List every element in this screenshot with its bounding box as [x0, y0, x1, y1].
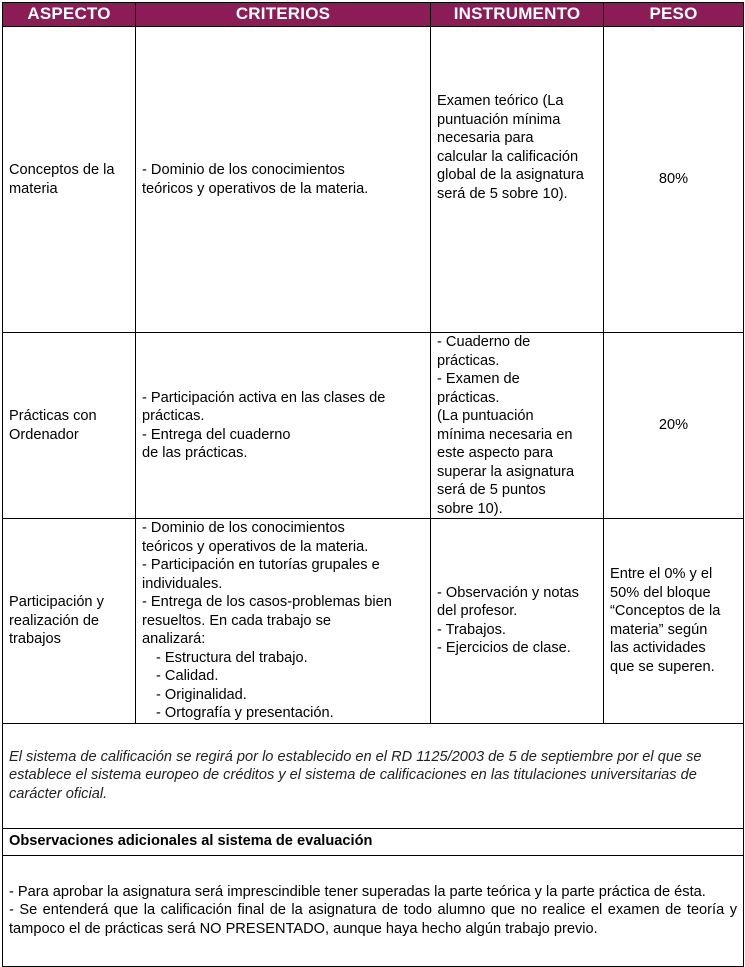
text-line: que se superen.	[610, 658, 715, 675]
note-row	[3, 723, 744, 828]
text-line: - Cuaderno de	[437, 334, 531, 350]
text-line: Entre el 0% y el	[610, 566, 713, 583]
cell-peso	[604, 27, 744, 333]
text-line: - Examen de	[437, 371, 520, 387]
observations-title-row	[3, 828, 744, 855]
cell-instrumento	[431, 519, 604, 724]
text-line: prácticas.	[437, 352, 500, 369]
text-line: teóricos y operativos de la materia.	[142, 538, 369, 555]
text-line: mínima necesaria en	[437, 426, 573, 443]
text-line: “Conceptos de la	[610, 603, 721, 620]
observation-paragraph: - Se entenderá que la calificación final de la asignatura de todo alumno que no realice el examen de teoría y tampoco el de prácticas será NO PRESENTADO, aunque haya hecho algún trabajo previo.	[9, 902, 737, 937]
cell-criterios	[136, 519, 431, 724]
table-row	[3, 333, 744, 519]
text-line: este aspecto para	[437, 445, 554, 461]
text-line: Ordenador	[9, 426, 79, 443]
table-row	[3, 519, 744, 724]
text-line: - Ortografía y presentación.	[156, 705, 334, 721]
cell-peso	[604, 333, 744, 519]
text-line: necesaria para	[437, 130, 534, 146]
cell-aspecto	[3, 27, 136, 333]
text-line: 80%	[658, 171, 689, 188]
text-line: teóricos y operativos de la materia.	[142, 180, 369, 197]
text-line: prácticas.	[437, 389, 500, 406]
text-line: - Participación en tutorías grupales e	[142, 557, 380, 573]
text-line: - Ejercicios de clase.	[437, 640, 571, 657]
text-line: analizará:	[142, 631, 206, 647]
cell-aspecto	[3, 519, 136, 724]
text-line: prácticas.	[142, 408, 205, 424]
cell-peso	[604, 519, 744, 724]
text-line: - Originalidad.	[156, 686, 247, 703]
text-line: - Dominio de los conocimientos	[142, 520, 345, 536]
text-line: Prácticas con	[9, 408, 97, 424]
text-line: - Entrega del cuaderno	[142, 426, 291, 443]
text-line: las actividades	[610, 640, 706, 657]
cell-aspecto	[3, 333, 136, 519]
observation-paragraph: - Para aprobar la asignatura será imprescindible tener superadas la parte teórica y la parte práctica de ésta.	[9, 883, 706, 900]
text-line: - Estructura del trabajo.	[156, 649, 308, 666]
text-line: 20%	[658, 417, 689, 434]
text-line: sobre 10).	[437, 500, 503, 517]
observations-body-row	[3, 855, 744, 966]
text-line: resueltos. En cada trabajo se	[142, 612, 332, 629]
text-line: calcular la calificación	[437, 148, 579, 165]
text-line: será de 5 puntos	[437, 482, 546, 498]
grading-note: El sistema de calificación se regirá por lo establecido en el RD 1125/2003 de 5 de septiembre por el que se establece el sistema europeo de créditos y el sistema de calificaciones en las titulaciones universitarias de carácter oficial.	[3, 723, 744, 828]
text-line: de las prácticas.	[142, 445, 248, 461]
observations-body	[3, 855, 744, 966]
text-line: - Calidad.	[156, 668, 219, 684]
text-line: (La puntuación	[437, 408, 534, 424]
table-row	[3, 27, 744, 333]
header-instrumento: INSTRUMENTO	[431, 3, 604, 27]
text-line: será de 5 sobre 10).	[437, 185, 568, 202]
cell-instrumento	[431, 333, 604, 519]
cell-criterios	[136, 27, 431, 333]
text-line: global de la asignatura	[437, 167, 584, 183]
table-header-row	[3, 3, 744, 27]
cell-criterios	[136, 333, 431, 519]
observations-title: Observaciones adicionales al sistema de evaluación	[3, 828, 744, 855]
text-line: superar la asignatura	[437, 463, 575, 480]
text-line: Conceptos de la	[9, 162, 115, 178]
text-line: materia	[9, 180, 58, 197]
text-line: - Trabajos.	[437, 621, 506, 638]
text-line: realización de	[9, 612, 100, 629]
header-aspecto: ASPECTO	[3, 3, 136, 27]
cell-instrumento	[431, 27, 604, 333]
text-line: Participación y	[9, 594, 104, 610]
text-line: - Participación activa en las clases de	[142, 389, 386, 406]
header-criterios: CRITERIOS	[136, 3, 431, 27]
text-line: - Dominio de los conocimientos	[142, 162, 345, 178]
text-line: - Entrega de los casos-problemas bien	[142, 594, 392, 610]
text-line: materia” según	[610, 621, 708, 638]
evaluation-table	[2, 2, 744, 967]
text-line: puntuación mínima	[437, 111, 561, 128]
text-line: 50% del bloque	[610, 584, 711, 601]
text-line: Examen teórico (La	[437, 93, 564, 109]
text-line: - Observación y notas	[437, 584, 579, 601]
text-line: del profesor.	[437, 603, 518, 620]
text-line: individuales.	[142, 575, 223, 592]
text-line: trabajos	[9, 631, 61, 647]
header-peso: PESO	[604, 3, 744, 27]
